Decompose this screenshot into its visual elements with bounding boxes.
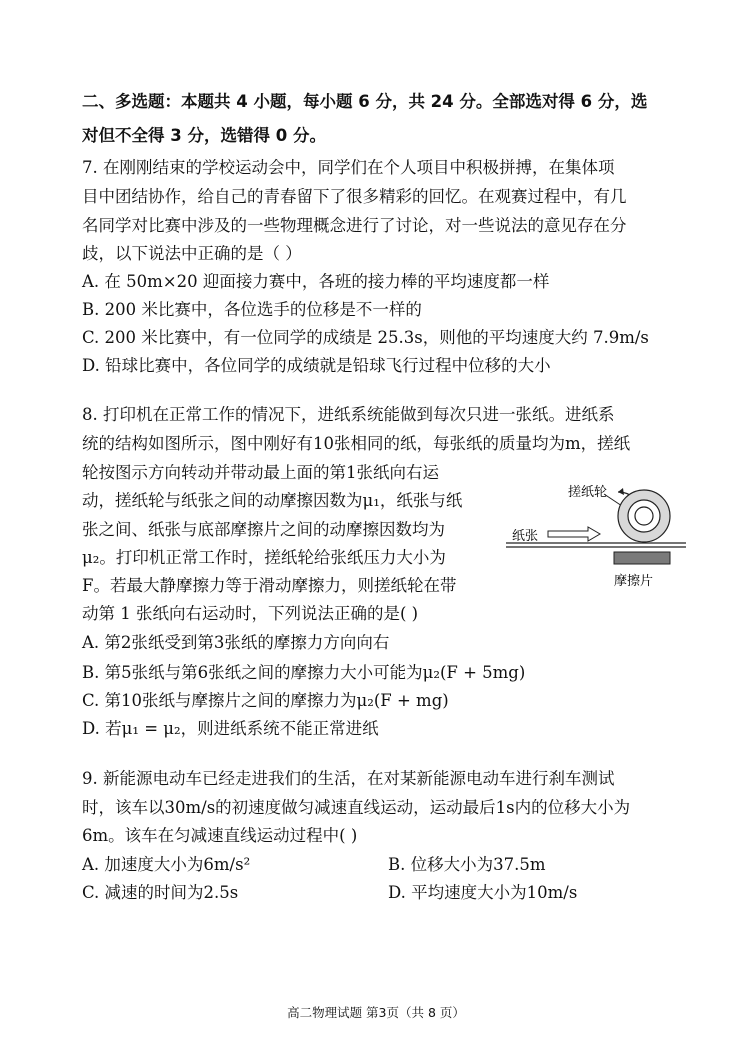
q9-option-d: D. 平均速度大小为10m/s [388,883,578,902]
q8-stem-line7: F。若最大静摩擦力等于滑动摩擦力，则搓纸轮在带 [82,576,457,595]
q9-option-c: C. 减速的时间为2.5s [82,883,239,902]
q7-stem-line3: 名同学对比赛中涉及的一些物理概念进行了讨论，对一些说法的意见存在分 [82,216,627,235]
paper-feed-diagram [506,476,686,594]
q7-option-d: D. 铅球比赛中，各位同学的成绩就是铅球飞行过程中位移的大小 [82,356,551,375]
q8-stem-line8: 动第 1 张纸向右运动时，下列说法正确的是( ) [82,604,419,623]
q7-option-a: A. 在 50m×20 迎面接力赛中，各班的接力棒的平均速度都一样 [82,272,550,291]
q8-stem-line2: 统的结构如图所示，图中刚好有10张相同的纸，每张纸的质量均为m，搓纸 [82,434,631,453]
rotation-arrow-icon [618,488,624,495]
friction-pad [614,552,670,564]
q7-stem-line4: 歧，以下说法中正确的是（ ） [82,244,302,263]
roller-leader-line [604,494,622,506]
feed-roller-hub [635,507,653,525]
q7-stem-line1: 7. 在刚刚结束的学校运动会中，同学们在个人项目中积极拼搏，在集体项 [82,158,615,177]
q9-option-a: A. 加速度大小为6m/s² [82,855,251,874]
q8-stem-line5: 张之间、纸张与底部摩擦片之间的动摩擦因数均为 [82,520,445,539]
section-title-line2: 对但不全得 3 分，选错得 0 分。 [82,126,326,145]
page-footer: 高二物理试题 第3页（共 8 页） [287,1005,465,1020]
q8-stem-line1: 8. 打印机在正常工作的情况下，进纸系统能做到每次只进一张纸。进纸系 [82,405,615,424]
pad-label: 摩擦片 [614,574,654,589]
q8-stem-line6: μ₂。打印机正常工作时，搓纸轮给张纸压力大小为 [82,548,446,567]
q8-stem-line4: 动，搓纸轮与纸张之间的动摩擦因数为μ₁，纸张与纸 [82,491,463,510]
feed-direction-arrow-icon [548,527,600,541]
q9-stem-line2: 时，该车以30m/s的初速度做匀减速直线运动，运动最后1s内的位移大小为 [82,798,631,817]
q7-option-b: B. 200 米比赛中，各位选手的位移是不一样的 [82,300,422,319]
q9-option-b: B. 位移大小为37.5m [388,855,546,874]
q8-option-b: B. 第5张纸与第6张纸之间的摩擦力大小可能为μ₂(F + 5mg) [82,663,526,682]
roller-label: 搓纸轮 [568,485,608,500]
q8-option-d: D. 若μ₁ = μ₂，则进纸系统不能正常进纸 [82,719,379,738]
q8-stem-line3: 轮按图示方向转动并带动最上面的第1张纸向右运 [82,463,439,482]
paper-label: 纸张 [512,529,539,544]
q8-option-c: C. 第10张纸与摩擦片之间的摩擦力为μ₂(F + mg) [82,691,449,710]
q7-option-c: C. 200 米比赛中，有一位同学的成绩是 25.3s，则他的平均速度大约 7.9m/s [82,328,649,347]
q7-stem-line2: 目中团结协作，给自己的青春留下了很多精彩的回忆。在观赛过程中，有几 [82,187,627,206]
q8-option-a: A. 第2张纸受到第3张纸的摩擦力方向向右 [82,633,390,652]
q9-stem-line3: 6m。该车在匀减速直线运动过程中( ) [82,826,358,845]
section-title-line1: 二、多选题：本题共 4 小题，每小题 6 分，共 24 分。全部选对得 6 分，选 [82,92,648,111]
q9-stem-line1: 9. 新能源电动车已经走进我们的生活，在对某新能源电动车进行刹车测试 [82,769,615,788]
